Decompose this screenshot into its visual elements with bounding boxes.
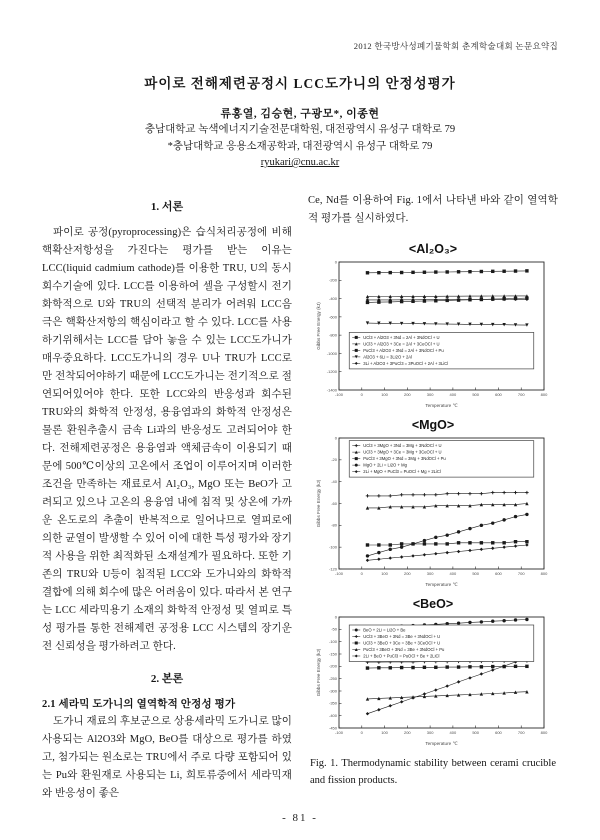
svg-text:0: 0 [334, 614, 337, 620]
svg-text:400: 400 [449, 730, 457, 735]
svg-text:-100: -100 [328, 544, 337, 550]
beo-chart [313, 612, 553, 747]
chart-title-beo: <BeO> [412, 597, 454, 611]
svg-text:500: 500 [472, 392, 480, 397]
svg-text:Gibbs Free Energy (kJ): Gibbs Free Energy (kJ) [316, 648, 321, 697]
left-column [42, 192, 292, 803]
svg-text:Temperature ℃: Temperature ℃ [425, 741, 458, 746]
svg-text:-800: -800 [328, 332, 337, 338]
subsection-heading: 2.1 세라믹 도가니의 열역학적 안정성 평가 [42, 699, 236, 710]
svg-text:-300: -300 [328, 688, 337, 694]
svg-text:UCl3 + Al2O3 + 3Nd = 2Al + 3Nd: UCl3 + Al2O3 + 3Nd = 2Al + 3NdOCl + U [363, 334, 440, 340]
mgo-chart [313, 433, 553, 588]
figure-beo [308, 597, 558, 747]
svg-text:PuCl3 + Al2O3 + 3Nd = 2Al + 3N: PuCl3 + Al2O3 + 3Nd = 2Al + 3NdOCl + Pu [363, 347, 444, 353]
svg-text:-200: -200 [328, 663, 337, 669]
svg-text:-350: -350 [328, 700, 337, 706]
svg-text:UCl3 + 3MgO + 3Ce = 3Mg + 3CeO: UCl3 + 3MgO + 3Ce = 3Mg + 3CeOCl + U [363, 449, 442, 455]
svg-text:800: 800 [540, 730, 548, 735]
svg-text:300: 300 [426, 730, 434, 735]
chart-title-mgo: <MgO> [411, 418, 455, 432]
affiliation-2: *충남대학교 응용소재공학과, 대전광역시 유성구 대학로 79 [167, 141, 433, 152]
svg-text:UCl3 + Al2O3 + 3Ce = 2Al + 3Ce: UCl3 + Al2O3 + 3Ce = 2Al + 3CeOCl + U [363, 341, 440, 347]
svg-text:-600: -600 [328, 314, 337, 320]
svg-text:-1200: -1200 [326, 369, 337, 375]
svg-text:-150: -150 [328, 651, 337, 657]
svg-text:100: 100 [381, 730, 388, 735]
svg-text:-1000: -1000 [326, 350, 337, 356]
svg-text:-60: -60 [331, 500, 337, 506]
svg-text:0: 0 [334, 435, 337, 441]
svg-text:Gibbs Free Energy (kJ): Gibbs Free Energy (kJ) [316, 302, 321, 350]
svg-text:Gibbs Free Energy (kJ): Gibbs Free Energy (kJ) [316, 479, 321, 528]
chart-title-al2o3: <Al₂O₃> [408, 242, 458, 256]
right-column-paragraph: Ce, Nd를 이용하여 Fig. 1에서 나타낸 바와 같이 열역학적 평가를 실시하였다. [308, 195, 558, 224]
svg-text:500: 500 [472, 730, 480, 735]
svg-text:-250: -250 [328, 676, 337, 682]
affiliation-1: 충남대학교 녹색에너지기술전문대학원, 대전광역시 유성구 대학로 79 [144, 124, 456, 135]
svg-text:400: 400 [449, 571, 457, 576]
svg-text:Temperature ℃: Temperature ℃ [425, 403, 458, 408]
intro-paragraph: 파이로 공정(pyroprocessing)은 습식처리공정에 비해 핵확산저항성을 가진다는 평가를 받는 이유는 LCC(liquid cadmium cathode)를 이용한 TRU, U의 동시회수기술에 있다. LCC를 이용하여 셀을 구성할시 전기화학적으로 U와 TRU의 선택적 분리가 어려워 LCC음극은 핵확산저항의 핵심이라고 할 수 있다. LCC를 사용하기위해서는 LCC를 담아 놓을 수 있는 LCC도가니가 매우중요하다. LCC도가니의 경우 U나 TRU가 LCC로만 전착되어야하기 때문에 LCC도가니는 전기적으로 절연되어있어야 한다. 또한 LCC와의 반응성과 회수된 TRU와의 화학적 안정성, 용융염과의 화학적 안정성은 물론 환원추출시 금속 Li과의 반응성도 고려되어야 한다. 전해제련공정은 용융염과 액체금속이 이용되기 때문에 500℃이상의 고온에서 조업이 이루어지며 이러한 조건을 만족하는 재료로서 Al₂O₃, MgO 또는 BeO가 고려되고 있으나 고온의 용융염 내에 침적 및 상온에 가까운 온도로의 추출이 반복적으로 일어나므로 열피로에 의한 균열이 발생할 수 있어 이에 대한 특성 평가와 장기적 사용을 위한 최적화된 소재설계가 필요하다. 또한 기존의 TRU와 U등이 침적된 LCC와 도가니와의 화학적 결합에 의해 회수에 많은 어려움이 있다. 따라서 본 연구는 LCC 세라믹용기 소재의 화학적 안정성 및 열피로 특성 평가를 통한 전해제련 공정용 LCC 시스템의 장기운전 신뢰성을 평가하려고 한다. [42, 227, 292, 652]
svg-text:-40: -40 [331, 479, 337, 485]
svg-text:100: 100 [381, 571, 388, 576]
figure-mgo [308, 418, 558, 588]
section-heading-body: 2. 본론 [150, 673, 184, 685]
svg-text:800: 800 [540, 392, 548, 397]
svg-text:-400: -400 [328, 295, 337, 301]
svg-text:200: 200 [403, 730, 411, 735]
svg-text:PuCl3 + 3BeO + 3Nd = 3Be + 3Nd: PuCl3 + 3BeO + 3Nd = 3Be + 3NdOCl + Pu [363, 646, 445, 652]
svg-text:-20: -20 [331, 457, 337, 463]
svg-text:-450: -450 [328, 725, 337, 731]
svg-text:Al2O3 + 6Li = 3Li2O + 2Al: Al2O3 + 6Li = 3Li2O + 2Al [363, 354, 413, 360]
svg-text:200: 200 [403, 571, 411, 576]
running-header: 2012 한국방사성폐기물학회 춘계학술대회 논문요약집 [353, 41, 558, 51]
svg-text:700: 700 [517, 392, 525, 397]
page-number: - 81 - [282, 812, 318, 824]
svg-text:3Li + Al2O3 + 3PuCl3 = 3PuOCl: 3Li + Al2O3 + 3PuCl3 = 3PuOCl + 2Al + 3LiCl [363, 360, 449, 366]
author-list: 류홍열, 김승현, 구광모*, 이종현 [220, 108, 380, 120]
svg-text:UCl3 + 3BeO + 3Ce = 3Be + 3CeO: UCl3 + 3BeO + 3Ce = 3Be + 3CeOCl + U [363, 640, 441, 646]
right-column [308, 192, 558, 803]
svg-text:-200: -200 [328, 277, 337, 283]
svg-text:0: 0 [360, 571, 363, 576]
svg-text:UCl3 + 3BeO + 3Nd = 3Be + 3NdO: UCl3 + 3BeO + 3Nd = 3Be + 3NdOCl + U [363, 633, 441, 639]
svg-text:2Li + MgO + PuCl3 = PuOCl + Mg: 2Li + MgO + PuCl3 = PuOCl + Mg + 2LiCl [363, 469, 441, 475]
svg-text:200: 200 [403, 392, 411, 397]
al2o3-chart [313, 257, 553, 409]
svg-text:PuCl3 + 3MgO + 3Nd = 3Mg + 3Nd: PuCl3 + 3MgO + 3Nd = 3Mg + 3NdOCl + Pu [363, 456, 446, 462]
svg-text:-120: -120 [328, 566, 337, 572]
svg-text:100: 100 [381, 392, 388, 397]
svg-text:-1400: -1400 [326, 387, 337, 393]
svg-text:Temperature ℃: Temperature ℃ [425, 582, 458, 587]
paper-title: 파이로 전해제련공정시 LCC도가니의 안정성평가 [144, 76, 456, 91]
svg-text:-100: -100 [328, 639, 337, 645]
email-link[interactable]: ryukari@cnu.ac.kr [260, 157, 340, 168]
svg-text:-80: -80 [331, 522, 337, 528]
svg-text:2Li + BeO + PuCl3 = PuOCl + Be: 2Li + BeO + PuCl3 = PuOCl + Be + 2LiCl [363, 653, 440, 659]
svg-text:-100: -100 [334, 392, 344, 397]
svg-text:800: 800 [540, 571, 548, 576]
svg-text:-50: -50 [331, 626, 337, 632]
svg-text:0: 0 [360, 392, 363, 397]
svg-text:500: 500 [472, 571, 480, 576]
svg-text:700: 700 [517, 730, 525, 735]
figure-al2o3 [308, 242, 558, 409]
svg-text:300: 300 [426, 392, 434, 397]
svg-text:600: 600 [495, 730, 502, 735]
section-heading-intro: 1. 서론 [150, 201, 184, 213]
svg-text:MgO + 2Li = Li2O + Mg: MgO + 2Li = Li2O + Mg [363, 462, 407, 468]
svg-text:0: 0 [334, 259, 337, 265]
svg-text:-100: -100 [334, 730, 344, 735]
svg-text:UCl3 + 3MgO + 3Nd = 3Mg + 3NdO: UCl3 + 3MgO + 3Nd = 3Mg + 3NdOCl + U [363, 443, 442, 449]
figure-caption: Fig. 1. Thermodynamic stability between cerami crucible and fission products. [310, 758, 556, 786]
two-column-body [42, 192, 558, 803]
svg-text:-400: -400 [328, 713, 337, 719]
svg-text:600: 600 [495, 571, 502, 576]
svg-text:400: 400 [449, 392, 457, 397]
svg-text:300: 300 [426, 571, 434, 576]
svg-text:0: 0 [360, 730, 363, 735]
svg-text:-100: -100 [334, 571, 344, 576]
email-row [42, 157, 558, 168]
body-paragraph: 도가니 재료의 후보군으로 상용세라믹 도가니로 많이 사용되는 Al2O3와 MgO, BeO를 대상으로 평가를 하였고, 첨가되는 원소로는 TRU에서 주로 다량 포함되어 있는 Pu와 환원재로 사용되는 Li, 희토류중에서 세라믹재와 반응성이 좋은 [42, 716, 292, 799]
svg-text:600: 600 [495, 392, 502, 397]
svg-text:700: 700 [517, 571, 525, 576]
svg-text:BeO + 2Li = Li2O + Be: BeO + 2Li = Li2O + Be [363, 627, 406, 633]
